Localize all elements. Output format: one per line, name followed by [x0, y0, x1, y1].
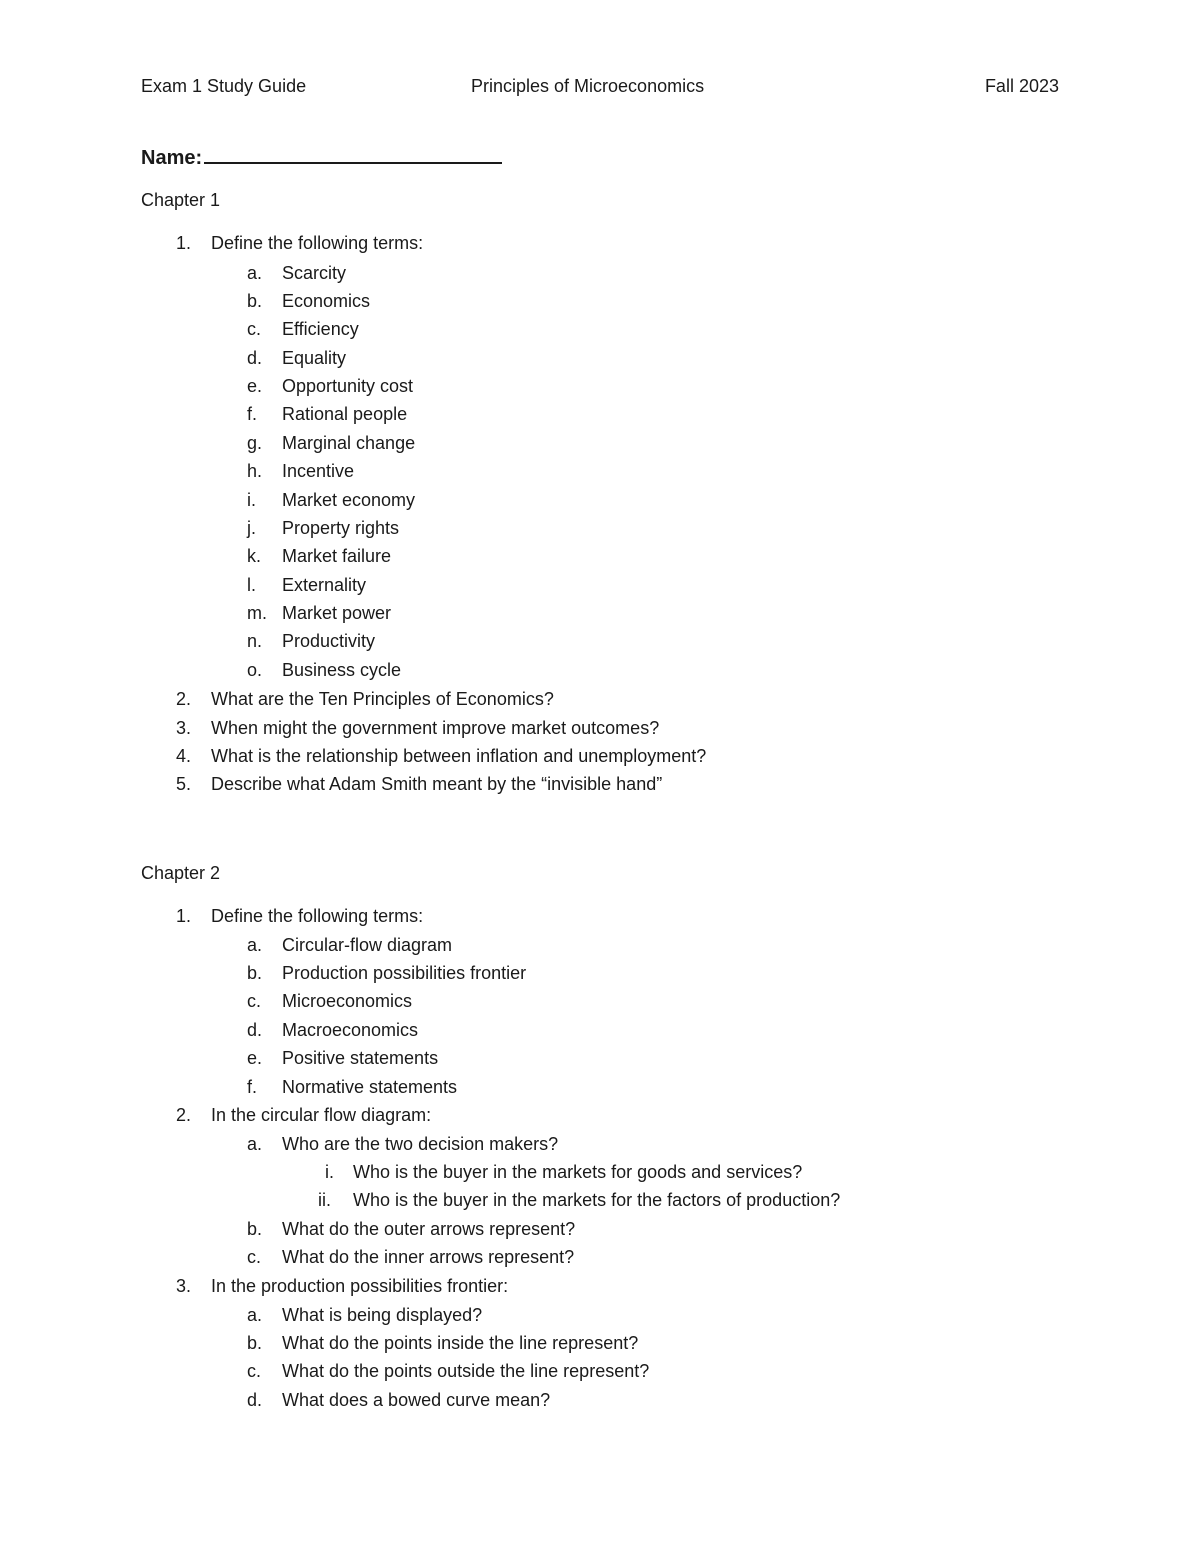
ch2-q2-a-text: Who are the two decision makers?	[282, 1134, 559, 1154]
ch2-term-marker: d.	[247, 1020, 263, 1040]
ch2-q3-item: What do the points outside the line represent?	[282, 1361, 650, 1381]
ch2-term-marker: a.	[247, 935, 263, 955]
ch2-term-marker: b.	[247, 963, 263, 983]
ch2-term-marker: f.	[247, 1077, 258, 1097]
ch2-q1-text: Define the following terms:	[211, 906, 424, 926]
ch1-term-marker: h.	[247, 461, 263, 481]
ch2-q3-item-marker: d.	[247, 1390, 263, 1410]
ch1-q2-text: What are the Ten Principles of Economics?	[211, 689, 554, 709]
ch2-q3-item-marker: a.	[247, 1305, 263, 1325]
ch1-term-marker: n.	[247, 631, 263, 651]
ch2-q2-a-ii-marker: ii.	[318, 1190, 331, 1210]
ch1-term-marker: g.	[247, 433, 263, 453]
ch1-term: Market failure	[282, 546, 392, 566]
ch1-term: Marginal change	[282, 433, 416, 453]
ch2-term: Normative statements	[282, 1077, 458, 1097]
ch2-q2-a-ii-text: Who is the buyer in the markets for the factors of production?	[353, 1190, 841, 1210]
ch1-term: Incentive	[282, 461, 355, 481]
ch1-term-marker: m.	[247, 603, 267, 623]
ch2-q3-item-marker: c.	[247, 1361, 262, 1381]
ch2-term: Circular-flow diagram	[282, 935, 453, 955]
ch1-q5-number: 5.	[176, 774, 192, 794]
ch2-q2-b-text: What do the outer arrows represent?	[282, 1219, 576, 1239]
header-left-title: Exam 1 Study Guide	[141, 76, 307, 96]
ch1-term-marker: a.	[247, 263, 263, 283]
ch2-q2-a-i-marker: i.	[325, 1162, 334, 1182]
ch1-term-marker: b.	[247, 291, 263, 311]
ch1-term: Economics	[282, 291, 371, 311]
ch1-term: Rational people	[282, 404, 408, 424]
header-course-title: Principles of Microeconomics	[471, 76, 705, 96]
ch2-q1-number: 1.	[176, 906, 192, 926]
ch1-q1-text: Define the following terms:	[211, 233, 424, 253]
ch2-term-marker: c.	[247, 991, 262, 1011]
ch2-q3-item: What do the points inside the line represent?	[282, 1333, 639, 1353]
chapter-2-heading: Chapter 2	[141, 863, 221, 883]
ch1-q5-text: Describe what Adam Smith meant by the “invisible hand”	[211, 774, 663, 794]
name-label: Name:	[141, 147, 203, 169]
ch2-q2-a-marker: a.	[247, 1134, 263, 1154]
ch1-term: Equality	[282, 348, 347, 368]
ch2-term: Positive statements	[282, 1048, 439, 1068]
name-blank-line[interactable]	[204, 144, 502, 164]
ch2-term: Production possibilities frontier	[282, 963, 527, 983]
ch1-q4-text: What is the relationship between inflation and unemployment?	[211, 746, 707, 766]
ch2-q3-text: In the production possibilities frontier:	[211, 1276, 509, 1296]
ch1-term: Scarcity	[282, 263, 347, 283]
ch2-q3-item: What does a bowed curve mean?	[282, 1390, 551, 1410]
ch2-q2-c-text: What do the inner arrows represent?	[282, 1247, 575, 1267]
ch1-term-marker: k.	[247, 546, 262, 566]
ch2-q2-text: In the circular flow diagram:	[211, 1105, 432, 1125]
ch1-term-marker: o.	[247, 660, 263, 680]
ch1-term-marker: i.	[247, 490, 256, 510]
ch1-q3-number: 3.	[176, 718, 192, 738]
ch1-term-marker: c.	[247, 319, 262, 339]
ch1-term: Market economy	[282, 490, 416, 510]
chapter-1-heading: Chapter 1	[141, 190, 221, 210]
header-term: Fall 2023	[984, 76, 1059, 96]
ch2-q2-a-i-text: Who is the buyer in the markets for goods and services?	[353, 1162, 803, 1182]
ch2-q2-b-marker: b.	[247, 1219, 263, 1239]
ch2-term: Macroeconomics	[282, 1020, 419, 1040]
ch1-q4-number: 4.	[176, 746, 192, 766]
ch1-q2-number: 2.	[176, 689, 192, 709]
name-field	[141, 144, 502, 170]
ch1-term-marker: f.	[247, 404, 258, 424]
ch1-term: Externality	[282, 575, 367, 595]
ch2-q2-number: 2.	[176, 1105, 192, 1125]
ch1-term: Market power	[282, 603, 392, 623]
ch2-q2-c-marker: c.	[247, 1247, 262, 1267]
ch1-term-marker: j.	[247, 518, 256, 538]
ch1-q3-text: When might the government improve market outcomes?	[211, 718, 660, 738]
ch1-term: Efficiency	[282, 319, 359, 339]
ch1-q1-number: 1.	[176, 233, 192, 253]
ch2-term: Microeconomics	[282, 991, 413, 1011]
ch1-term: Opportunity cost	[282, 376, 414, 396]
ch2-q3-item: What is being displayed?	[282, 1305, 483, 1325]
ch1-term: Productivity	[282, 631, 376, 651]
ch1-term: Business cycle	[282, 660, 402, 680]
ch1-term-marker: l.	[247, 575, 256, 595]
ch1-term-marker: e.	[247, 376, 263, 396]
ch2-q3-number: 3.	[176, 1276, 192, 1296]
ch2-term-marker: e.	[247, 1048, 263, 1068]
ch2-q3-item-marker: b.	[247, 1333, 263, 1353]
ch1-term-marker: d.	[247, 348, 263, 368]
page-header	[141, 74, 1059, 98]
ch1-term: Property rights	[282, 518, 400, 538]
